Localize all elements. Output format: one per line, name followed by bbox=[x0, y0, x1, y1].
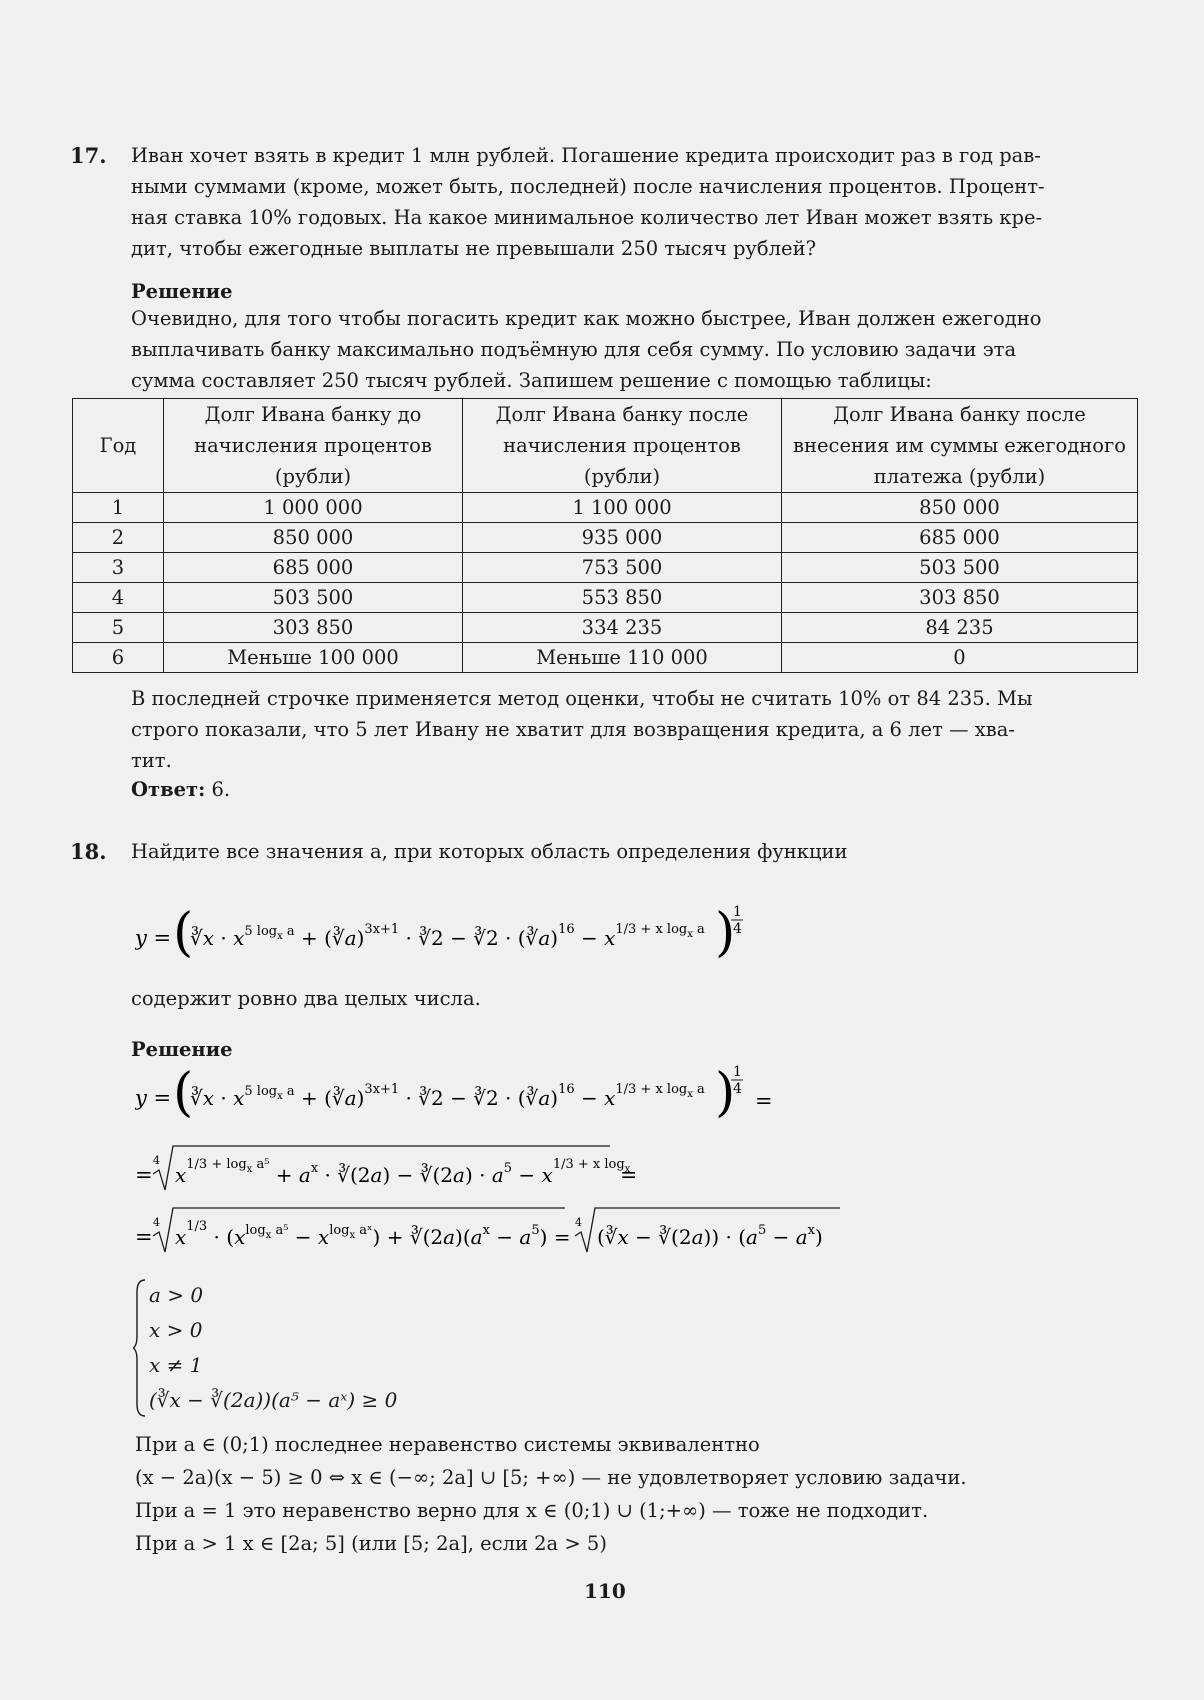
table-cell: 5 bbox=[73, 613, 164, 643]
table-cell: 850 000 bbox=[782, 493, 1138, 523]
text-line: тит. bbox=[131, 749, 172, 772]
solution-18-heading: Решение bbox=[131, 1038, 233, 1061]
table-row bbox=[73, 643, 1138, 673]
table-row bbox=[73, 553, 1138, 583]
system-line: a > 0 bbox=[149, 1283, 204, 1307]
svg-text:=: = bbox=[135, 1163, 153, 1187]
system-line: x ≠ 1 bbox=[149, 1353, 203, 1377]
table-cell: 3 bbox=[73, 553, 164, 583]
text-line: (x − 2a)(x − 5) ≥ 0 ⇔ x ∈ (−∞; 2a] ∪ [5; +∞) — не удовлетворяет условию задачи. bbox=[135, 1466, 967, 1489]
svg-text:(: ( bbox=[173, 1063, 194, 1123]
text-line: ными суммами (кроме, может быть, последней) после начисления процентов. Процент- bbox=[131, 175, 1045, 198]
loan-table bbox=[72, 398, 1138, 673]
text-line: сумма составляет 250 тысяч рублей. Запишем решение с помощью таблицы: bbox=[131, 369, 932, 392]
problem-18-number: 18. bbox=[70, 839, 107, 864]
table-row bbox=[73, 583, 1138, 613]
problem-17-number: 17. bbox=[70, 143, 107, 168]
svg-text:=: = bbox=[755, 1089, 773, 1113]
svg-text:): ) bbox=[715, 903, 736, 963]
svg-text:=: = bbox=[620, 1163, 635, 1187]
svg-text:y =: y = bbox=[135, 926, 172, 950]
formula-graphic bbox=[135, 1140, 635, 1200]
text-line: выплачивать банку максимально подъёмную для себя сумму. По условию задачи эта bbox=[131, 338, 1017, 361]
table-cell: 503 500 bbox=[164, 583, 463, 613]
text-line: Иван хочет взять в кредит 1 млн рублей. Погашение кредита происходит раз в год рав- bbox=[131, 144, 1041, 167]
svg-text:(∛x − ∛(2a)) · (a5 − ax): (∛x − ∛(2a)) · $(a^5 - a^x)$ bbox=[597, 1223, 823, 1249]
solution-18-cases bbox=[135, 1428, 1145, 1560]
svg-text:x1/3 · (xlogx a⁵ − xlogx aˣ) +: $x^{1/3} \cdot (x^{log}_x$ $^{a^5} - x^{log}_x$ $^{aˣ}) + ∛(2a)(a^x - a^5)$ = bbox=[175, 1219, 571, 1249]
table-header: Долг Ивана банку после начисления процентов (рубли) bbox=[463, 399, 782, 493]
table-header: Год bbox=[73, 399, 164, 493]
table-row bbox=[73, 493, 1138, 523]
formula-graphic bbox=[135, 1202, 855, 1262]
table-header: Долг Ивана банку после внесения им суммы ежегодного платежа (рубли) bbox=[782, 399, 1138, 493]
system-line: (∛x − ∛(2a))(a⁵ − aˣ) ≥ 0 bbox=[149, 1388, 398, 1412]
inequality-system bbox=[149, 1278, 397, 1418]
function-formula bbox=[135, 900, 775, 985]
text-line: В последней строчке применяется метод оценки, чтобы не считать 10% от 84 235. Мы bbox=[131, 687, 1033, 710]
text-line: При a ∈ (0;1) последнее неравенство системы эквивалентно bbox=[135, 1433, 760, 1456]
solution-17-conclusion bbox=[131, 683, 1139, 776]
svg-text:4: 4 bbox=[733, 921, 742, 937]
text-line: дит, чтобы ежегодные выплаты не превышали 250 тысяч рублей? bbox=[131, 237, 817, 260]
svg-text:1: 1 bbox=[733, 904, 742, 920]
svg-text:4: 4 bbox=[733, 1081, 742, 1097]
table-cell: 2 bbox=[73, 523, 164, 553]
table-cell: 4 bbox=[73, 583, 164, 613]
table-cell: 334 235 bbox=[463, 613, 782, 643]
table-row bbox=[73, 613, 1138, 643]
table-cell: 303 850 bbox=[782, 583, 1138, 613]
svg-text:4: 4 bbox=[153, 1216, 160, 1229]
problem-18-condition-end: содержит ровно два целых числа. bbox=[131, 987, 481, 1010]
text-line: При a = 1 это неравенство верно для x ∈ (0;1) ∪ (1;+∞) — тоже не подходит. bbox=[135, 1499, 929, 1522]
solution-17-text bbox=[131, 303, 1139, 396]
table-cell: 1 000 000 bbox=[164, 493, 463, 523]
table-cell: 1 bbox=[73, 493, 164, 523]
page-number: 110 bbox=[584, 1579, 626, 1603]
svg-text:1: 1 bbox=[733, 1064, 742, 1080]
svg-text:∛x · x5 logx a + (∛a)3x+1 · ∛2: ∛x · $x^{5 log}_x$ $^a$ + (∛a)$^{3x+1}$ · ∛2 − ∛2 · (∛a)$^{16}$ − $x^{1/3 + x log}_x$ $^a$ bbox=[190, 922, 705, 950]
table-cell: 503 500 bbox=[782, 553, 1138, 583]
formula-graphic bbox=[135, 900, 775, 980]
problem-18-statement: Найдите все значения a, при которых область определения функции bbox=[131, 840, 848, 863]
svg-text:∛x · x5 logx a + (∛a)3x+1 · ∛2: ∛x · $x^{5 log}_x$ $^a$ + (∛a)$^{3x+1}$ · ∛2 − ∛2 · (∛a)$^{16}$ − $x^{1/3 + x log}_x$ $^a$ bbox=[190, 1082, 705, 1110]
answer-value: 6. bbox=[211, 778, 231, 801]
svg-text:=: = bbox=[135, 1225, 153, 1249]
svg-text:): ) bbox=[715, 1063, 736, 1123]
problem-17-statement bbox=[131, 140, 1139, 264]
table-cell: 84 235 bbox=[782, 613, 1138, 643]
formula-graphic bbox=[135, 1058, 775, 1138]
answer-17 bbox=[131, 774, 230, 805]
solution-17-heading: Решение bbox=[131, 280, 233, 303]
svg-text:4: 4 bbox=[575, 1216, 582, 1229]
table-header: Долг Ивана банку до начисления процентов (рубли) bbox=[164, 399, 463, 493]
system-brace bbox=[133, 1278, 147, 1418]
table-cell: 6 bbox=[73, 643, 164, 673]
table-cell: 935 000 bbox=[463, 523, 782, 553]
solution-formula-3 bbox=[135, 1202, 855, 1267]
table-cell: 1 100 000 bbox=[463, 493, 782, 523]
system-line: x > 0 bbox=[149, 1318, 203, 1342]
solution-formula-1 bbox=[135, 1058, 775, 1143]
solution-formula-2 bbox=[135, 1140, 635, 1205]
svg-text:4: 4 bbox=[153, 1154, 160, 1167]
svg-text:(: ( bbox=[173, 903, 194, 963]
svg-text:y =: y = bbox=[135, 1086, 172, 1110]
text-line: ная ставка 10% годовых. На какое минимальное количество лет Иван может взять кре- bbox=[131, 206, 1043, 229]
table-cell: 685 000 bbox=[782, 523, 1138, 553]
text-line: Очевидно, для того чтобы погасить кредит как можно быстрее, Иван должен ежегодно bbox=[131, 307, 1042, 330]
table-cell: 850 000 bbox=[164, 523, 463, 553]
table-row bbox=[73, 523, 1138, 553]
table-cell: 753 500 bbox=[463, 553, 782, 583]
answer-label: Ответ: bbox=[131, 778, 206, 801]
table-cell: 553 850 bbox=[463, 583, 782, 613]
table-cell: Меньше 100 000 bbox=[164, 643, 463, 673]
table-cell: Меньше 110 000 bbox=[463, 643, 782, 673]
svg-text:x1/3 + logx a⁵ + ax · ∛(2a) −: $x^{1/3 + log}_x$ $^{a^5} + a^x$ · ∛(2a) − ∛(2a) · $a^5 - x^{1/3 + x log}_x$ bbox=[175, 1157, 631, 1187]
table-cell: 303 850 bbox=[164, 613, 463, 643]
table-cell: 0 bbox=[782, 643, 1138, 673]
text-line: При a > 1 x ∈ [2a; 5] (или [5; 2a], если 2a > 5) bbox=[135, 1532, 607, 1555]
table-cell: 685 000 bbox=[164, 553, 463, 583]
text-line: строго показали, что 5 лет Ивану не хватит для возвращения кредита, а 6 лет — хва- bbox=[131, 718, 1015, 741]
